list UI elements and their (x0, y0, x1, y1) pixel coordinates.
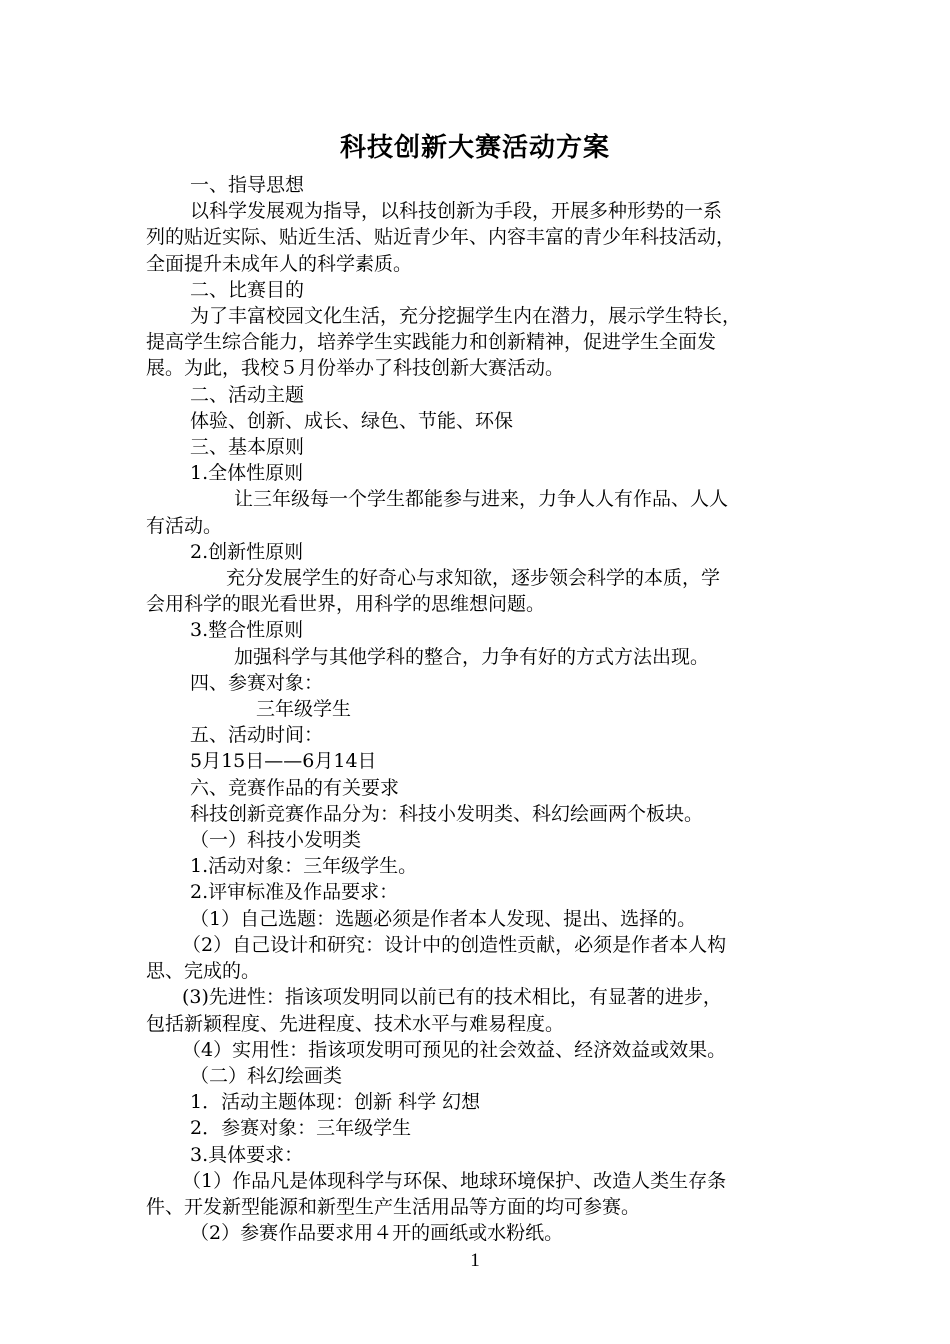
text-line: 二、活动主题 (190, 383, 305, 406)
text-line: 3.具体要求： (190, 1143, 304, 1166)
text-line: 以科学发展观为指导，以科技创新为手段，开展多种形势的一系 (190, 200, 723, 223)
text-line: (3)先进性：指该项发明同以前已有的技术相比，有显著的进步， (182, 986, 722, 1009)
text-line: 科技创新竞赛作品分为：科技小发明类、科幻绘画两个板块。 (190, 802, 704, 825)
text-line: 三、基本原则 (190, 436, 305, 459)
text-line: 为了丰富校园文化生活，充分挖掘学生内在潜力，展示学生特长， (190, 305, 742, 328)
text-line: 1.全体性原则 (190, 462, 304, 485)
text-line: 1．活动主题体现：创新 科学 幻想 (190, 1091, 481, 1114)
text-line: （2）自己设计和研究：设计中的创造性贡献，必须是作者本人构 (182, 933, 727, 956)
page-number: 1 (470, 1250, 480, 1271)
text-line: 列的贴近实际、贴近生活、贴近青少年、内容丰富的青少年科技活动， (146, 226, 736, 249)
text-line: 件、开发新型能源和新型生产生活用品等方面的均可参赛。 (146, 1195, 641, 1218)
text-line: 提高学生综合能力，培养学生实践能力和创新精神，促进学生全面发 (146, 331, 717, 354)
text-line: 有活动。 (146, 514, 223, 537)
text-line: 包括新颖程度、先进程度、技术水平与难易程度。 (146, 1012, 565, 1035)
text-line: 六、竞赛作品的有关要求 (190, 776, 400, 799)
text-line: 让三年级每一个学生都能参与进来，力争人人有作品、人人 (234, 488, 729, 511)
text-line: 加强科学与其他学科的整合，力争有好的方式方法出现。 (234, 645, 710, 668)
text-line: （2）参赛作品要求用４开的画纸或水粉纸。 (190, 1222, 564, 1245)
text-line: 思、完成的。 (146, 960, 261, 983)
text-line: 五、活动时间： (190, 724, 324, 747)
text-line: 2．参赛对象：三年级学生 (190, 1117, 412, 1140)
text-line: 充分发展学生的好奇心与求知欲，逐步领会科学的本质，学 (226, 567, 721, 590)
text-line: （4）实用性：指该项发明可预见的社会效益、经济效益或效果。 (182, 1038, 727, 1061)
text-line: 四、参赛对象： (190, 671, 324, 694)
text-line: 3.整合性原则 (190, 619, 304, 642)
text-line: （一）科技小发明类 (190, 829, 362, 852)
text-line: 体验、创新、成长、绿色、节能、环保 (190, 409, 514, 432)
text-line: 会用科学的眼光看世界，用科学的思维想问题。 (146, 593, 546, 616)
text-line: （二）科幻绘画类 (190, 1064, 343, 1087)
text-line: 展。为此，我校５月份举办了科技创新大赛活动。 (146, 357, 565, 380)
text-line: 2.创新性原则 (190, 540, 304, 563)
text-line: （1）自己选题：选题必须是作者本人发现、提出、选择的。 (190, 907, 697, 930)
document-title: 科技创新大赛活动方案 (339, 133, 610, 163)
text-line: 二、比赛目的 (190, 278, 305, 301)
text-line: 一、指导思想 (190, 174, 305, 196)
text-line: 全面提升未成年人的科学素质。 (146, 252, 413, 275)
text-line: 5月15日——6月14日 (190, 750, 377, 773)
text-line: 1.活动对象：三年级学生。 (190, 855, 418, 878)
text-line: 三年级学生 (256, 698, 352, 721)
text-line: 2.评审标准及作品要求： (190, 881, 399, 904)
document-body (146, 172, 808, 1246)
text-line: （1）作品凡是体现科学与环保、地球环境保护、改造人类生存条 (182, 1169, 727, 1192)
